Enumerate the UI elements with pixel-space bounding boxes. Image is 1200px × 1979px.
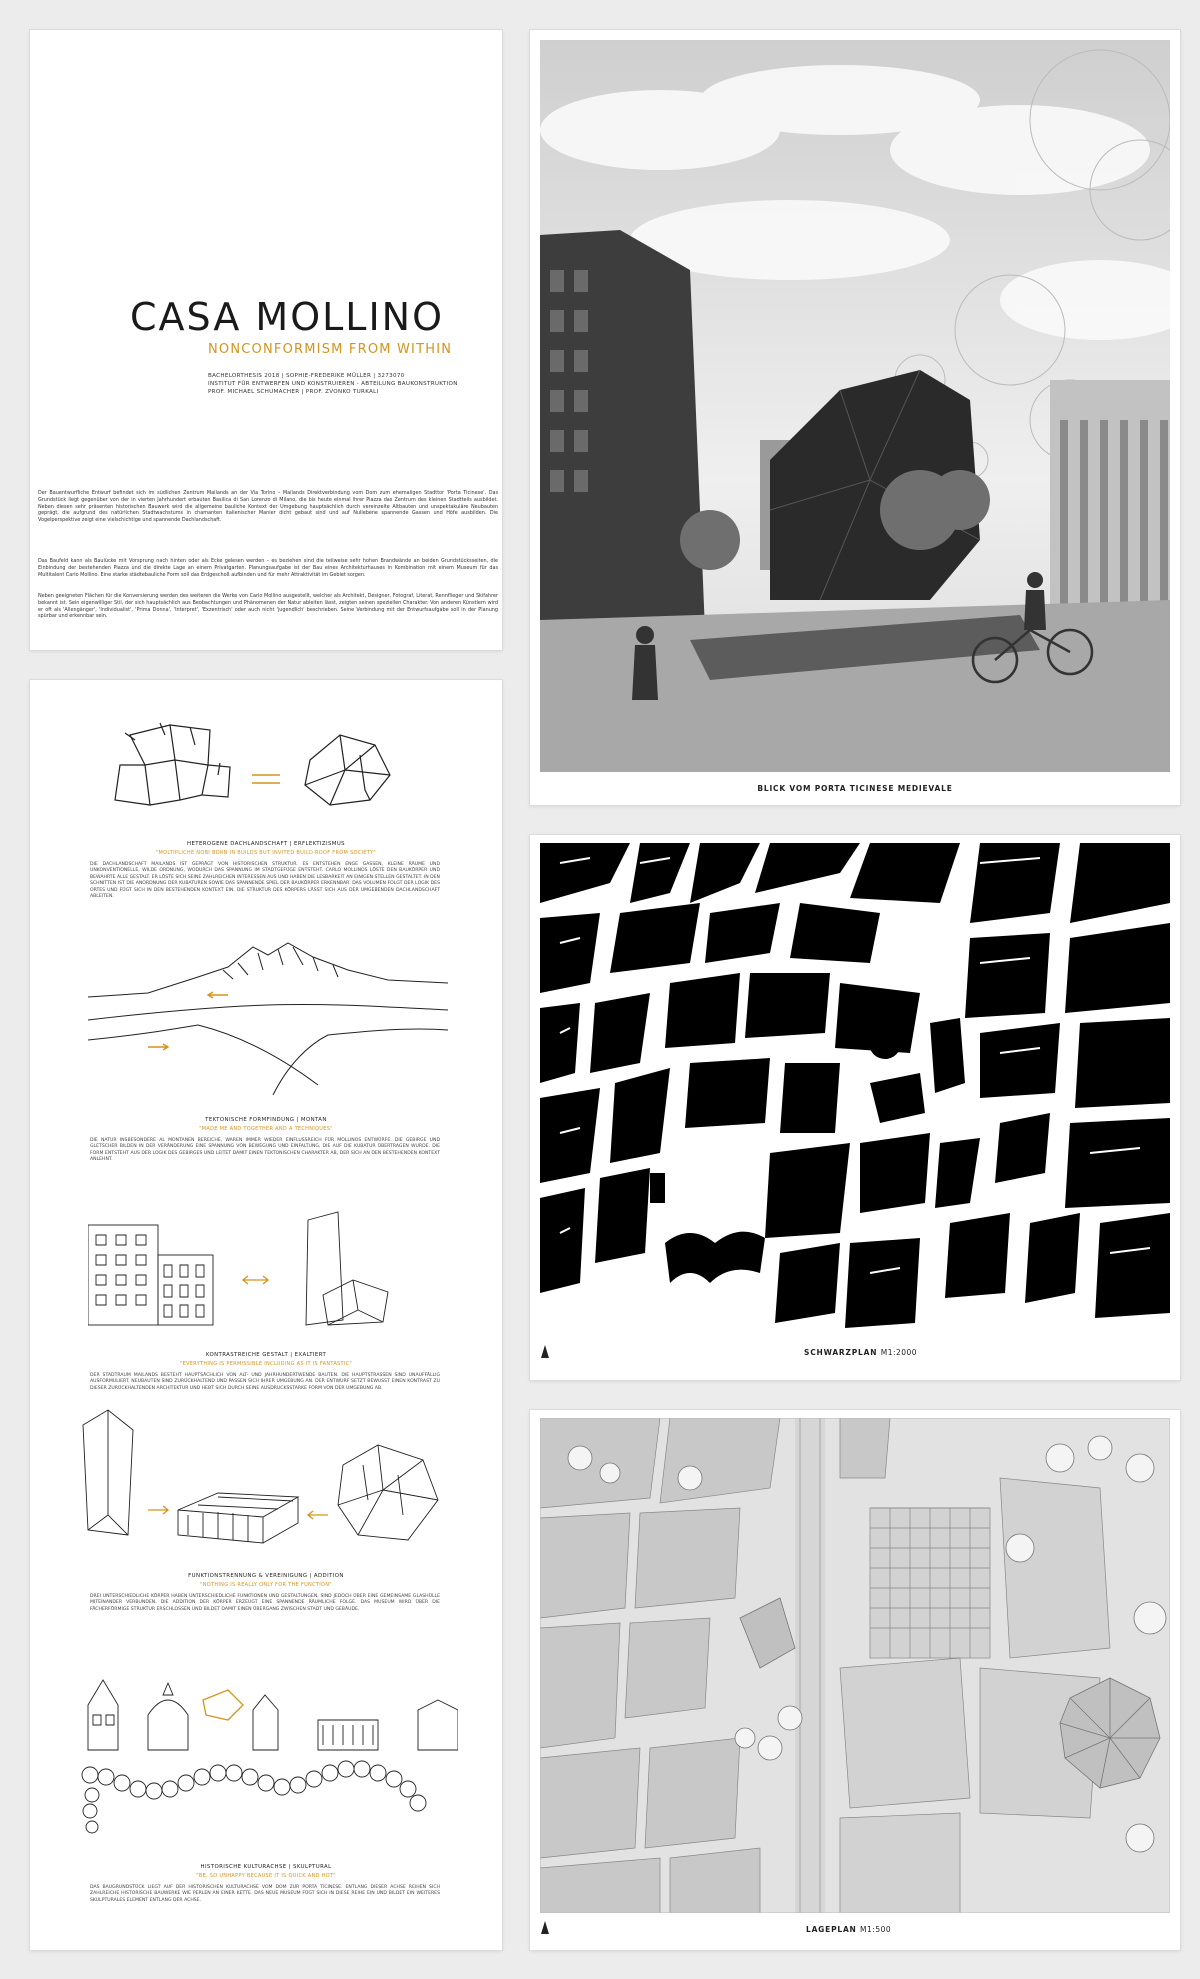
intro-paragraph-1: Der Bauentwurfliche Entwurf befindet sich im südlichen Zentrum Mailands an der Via Torino – Mailands Direktverbindung vom Dom zum ehemaligen Stadttor 'Porta Ticinese'. Das Grundstück liegt gegenüber von der in vierten Jahrhundert erbauten Basilica di San Lorenzo di Milano, die bis heute einmal ihrer Piazza das Zentrum des kleinen Stadtteils ausbildet. Neben diesen sehr präsenten historischen Bauwerk wird die allgemeine bauliche Kontext der Umgebung hauptsächlich durch vereinzelte Altbauten und unspektakuläre Neubauten geprägt, die aufgrund des natürlichen Stadtwachstums in chamanten italienischer Manier dicht gebaut sind und auf Nullebene spannende Gassen und Höfe ausbilden. Die Vogelperspektive zeigt eine vielschichtige und spannende Dachlandschaft. [38, 490, 498, 524]
diagram-2-text: DIE NATUR INSBESONDERE AL MONTANEN BEREICHE, WAREN IMMER WIEDER EINFLUSSREICH FÜR MOLLINOS ENTWÜRFE. DIE GEBIRGE UND GLETSCHER BILDEN IN DER VERÄNDERUNG EINE SPANNUNG VON BEWEGUNG UND EINFALTUNG, DIE AUF DIE KUBATUR ÜBERTRAGEN WURDE. DIE FORM ENTSTEHT AUS DER LOGIK DES GEBIRGES UND LEITET DAMIT EINEN TEKTONISCHEN CHARAKTER AB, DER SICH AN DEN BESTEHENDEN KONTEXT ANLEHNT. [90, 1138, 440, 1163]
diagram-4-caption: FUNKTIONSTRENNUNG & VEREINIGUNG | ADDITION [188, 1573, 344, 1579]
diagram-1-text: DIE DACHLANDSCHAFT MAILANDS IST GEPRÄGT VON HISTORISCHEN STRUKTUR. ES ENTSTEHEN ENGE GASSEN, KLEINE RÄUME UND UNKONVENTIONELLE, WILDE ORDNUNG, WODURCH DAS SPANNUNG IM STADTGEFÜGE ENTSTEHT. CARLO MOLLINOS LÖSTE DEN BAUKÖRPER UND BEWAHRTE ALLE GESTALT. ER LÖSTE SICH SEINE ZAHLREICHEN INTERESSEN AUS UND HABEN DIE LESBARKEIT AN EINIGEN STELLEN GESTALTET. IN DEN SCHNITTEN IST DIE ANORDNUNG DER KUBATUREN SOWIE DAS SPANNENDE SPIEL DER BAUKÖRPER ERKENNBAR. DAS VOLUMEN FOLGT DER LOGIK DES ORTES UND FÜGT SICH IN DEN BESTEHENDEN KONTEXT EIN. DIE STRUKTUR DES KÖRPERS LÄSST SICH AUS DER UMGEBENDEN DACHLANDSCHAFT ABLEITEN. [90, 862, 440, 900]
diagram-1-quote: "MOLTIPLICHE NOBI BORN IN BUILDS BUT INVITED BUILD ROOF FROM SOCIETY" [155, 850, 377, 856]
culture-axis-diagram [78, 1665, 458, 1850]
north-arrow-icon-2 [541, 1921, 549, 1934]
diagram-4-text: DREI UNTERSCHIEDLICHE KÖRPER HABEN UNTERSCHIEDLICHE FUNKTIONEN UND GESTALTUNGEN, SIND JEDOCH ÜBER EINE GEMEINSAME GLASHÜLLE MITEINANDER VERBUNDEN. DIE ADDITION DER KÖRPER ERZEUGT EINE SPANNENDE RÄUMLICHE FOLGE. DAS MUSEUM WIRD ÜBER DIE FÄCHERFÖRMIGE STRUKTUR ERSCHLOSSEN UND BILDET DAMIT EINEN ÜBERGANG ZWISCHEN STADT UND GEBÄUDE. [90, 1594, 440, 1612]
schwarzplan-scale: M1:2000 [880, 1348, 918, 1357]
mountain-diagram [88, 935, 448, 1095]
project-title: CASA MOLLINO [130, 295, 445, 339]
meta-line-2: INSTITUT FÜR ENTWERFEN UND KONSTRUIEREN - ABTEILUNG BAUKONSTRUKTION [208, 381, 458, 387]
lageplan-caption-group [806, 1925, 891, 1934]
schwarzplan-caption-group [804, 1348, 917, 1357]
roofscape-diagram [90, 705, 430, 825]
lageplan-scale: M1:500 [860, 1925, 892, 1934]
contrast-diagram [88, 1210, 448, 1330]
diagram-3-quote: "EVERYTHING IS PERMISSIBLE INCLUDING AS IT IS FANTASTIC" [179, 1361, 353, 1367]
project-subtitle: NONCONFORMISM FROM WITHIN [208, 342, 453, 357]
diagram-2-caption: TEKTONISCHE FORMFINDUNG | MONTAN [205, 1117, 327, 1123]
author-meta [208, 372, 498, 396]
meta-line-1: BACHELORTHESIS 2018 | SOPHIE-FREDERIKE MÜLLER | 3273070 [208, 373, 405, 379]
diagram-4-quote: "NOTHING IS REALLY ONLY FOR THE FUNCTION" [200, 1582, 332, 1588]
schwarzplan-title: SCHWARZPLAN [804, 1348, 878, 1357]
diagram-5-quote: "BE, SO UNHAPPY BECAUSE IT IS QUICK AND HOT" [196, 1873, 336, 1879]
site-plan [540, 1418, 1170, 1913]
figure-ground-plan [540, 843, 1170, 1333]
meta-line-3: PROF. MICHAEL SCHUMACHER | PROF. ZVONKO TURKALI [208, 389, 379, 395]
street-rendering [540, 40, 1170, 772]
title-sheet [30, 30, 502, 650]
diagram-1-caption: HETEROGENE DACHLANDSCHAFT | ERFLEKTIZISMUS [187, 841, 345, 847]
addition-diagram [78, 1405, 458, 1555]
lageplan-title: LAGEPLAN [806, 1925, 857, 1934]
diagram-3-caption: KONTRASTREICHE GESTALT | EXALTIERT [205, 1352, 327, 1358]
intro-paragraph-2: Das Baufeld kann als Baulücke mit Vorsprung nach hinten oder als Ecke gelesen werden – es beziehen sind die teilweise sehr hohen Brandwände an beiden Grundstücksseiten, die Einbindung der bestehenden Piazza und die direkte Lage an einem Privatgarten. Planungsaufgabe ist der Bau eines Architekturhauses in Kombination mit einem Museum für das Multitalent Carlo Mollino. Eine starke städtebauliche Form soll das Erdgeschoß aufbinden und für mehr Attraktivität im Gebiet sorgen. [38, 558, 498, 578]
intro-paragraph-3: Neben geeigneten Flächen für die Konversierung werden des weiteren die Werke von Carlo Mollino ausgestellt, welcher als Architekt, Designer, Fotograf, Literat, Rennflieger und Skifahrer bekannt ist. Sein eigenwilliger Stil, der sich hauptsächlich aus Beobachtungen und Phänomenen der Natur ableiten lässt, zeigten seinen speziellen Charakter. Von anderen Künstlern wird er oft als 'Allengänger', 'Individualist', 'Prima Donna', 'Interpret', 'Exzentrisch' oder auch nicht 'jugendlich' beschrieben. Seine Verbindung mit der Entwurfsaufgabe soll in der Planung spürbar und erkennbar sein. [38, 593, 498, 620]
diagram-5-caption: HISTORISCHE KULTURACHSE | SKULPTURAL [200, 1864, 332, 1870]
diagram-5-text: DAS BAUGRUNDSTÜCK LIEGT AUF DER HISTORISCHEN KULTURACHSE VOM DOM ZUR PORTA TICINESE. ENTLANG DIESER ACHSE REIHEN SICH ZAHLREICHE HISTORISCHE BAUWERKE WIE PERLEN AN EINER KETTE. DAS NEUE MUSEUM FÜGT SICH IN DIESE REIHE EIN UND BILDET EIN WEITERES SKULPTURALES ELEMENT ENTLANG DER ACHSE. [90, 1885, 440, 1903]
diagram-2-quote: "MADE ME AND TOGETHER AND A TECHNIQUES" [199, 1126, 333, 1132]
render-caption: BLICK VOM PORTA TICINESE MEDIEVALE [757, 784, 953, 793]
north-arrow-icon [541, 1345, 549, 1358]
diagram-3-text: DER STADTRAUM MAILANDS BESTEHT HAUPTSÄCHLICH VON ALT- UND JAHRHUNDERTWENDE BAUTEN. DIE HAUPTSTRASSEN SIND UNAUFFÄLLIG AUSFORMULIERT. NEUBAUTEN SIND ZURÜCKHALTEND UND PASSEN SICH IHRER UMGEBUNG AN. DER ENTWURF SETZT BEWUSST EINEN KONTRAST ZU DIESER ZURÜCKHALTENDEN ARCHITEKTUR UND HEBT SICH DURCH SEINE AUSDRUCKSSTARKE FORM VON DER UMGEBUNG AB. [90, 1373, 440, 1391]
